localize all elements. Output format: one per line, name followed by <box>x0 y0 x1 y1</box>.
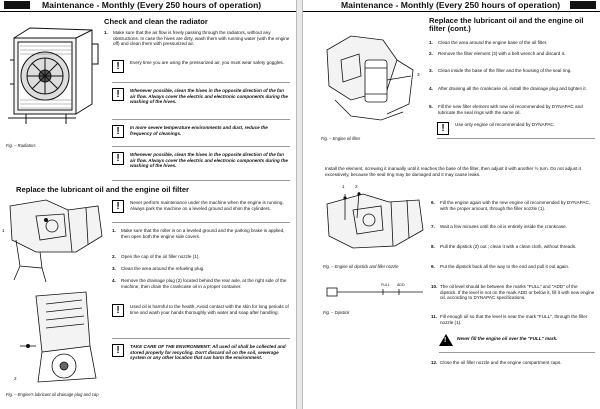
radiator-warning-2 <box>112 125 290 136</box>
right-step-6 <box>431 200 595 211</box>
recycle-icon <box>112 344 124 357</box>
warning-text: Never fill the engine oil over the "FULL" mark. <box>457 336 558 341</box>
oil-step-1 <box>112 228 290 239</box>
caution-icon <box>112 60 124 73</box>
step-text: Open the cap of the oil filler nozzle (1). <box>121 254 200 259</box>
filter-figure-caption: Fig. – Engine oil filter <box>321 136 361 141</box>
callout-number-2: 2 <box>14 376 17 381</box>
step-number: 8. <box>431 244 435 249</box>
step-number: 3. <box>112 266 116 271</box>
right-step-2 <box>429 51 595 57</box>
right-step-12 <box>431 360 595 366</box>
warning-text: Whenever possible, clean the hives in the opposite direction of the fan air flow. Always cover the electric and electronic components during the washing of the hives. <box>130 152 288 169</box>
step-number: 6. <box>431 200 435 205</box>
step-number: 9. <box>431 264 435 269</box>
step-text: Fill enough oil so that the level is near the mark "FULL", through the filler nozzle (1). <box>440 314 588 325</box>
step-text: Pull the dipstick (2) out ; clean it with a clean cloth, without threads. <box>440 244 577 249</box>
right-step-8 <box>431 244 595 250</box>
caution-icon <box>112 200 124 213</box>
note-use-recommended-oil <box>437 122 595 128</box>
step-text: Fill the engine again with the new engine oil recommended by DYNAPAC, with the proper amount, through the filler nozzle (1). <box>440 200 591 211</box>
radiator-warning-1 <box>112 88 290 105</box>
right-step-9 <box>431 264 595 270</box>
warning-text: TAKE CARE OF THE ENVIRONMENT: All used oil shall be collected and stored properly for recycling. Don't discard oil on the soil, sewerage system or any other location that can harm the environment. <box>130 344 286 361</box>
oil-section-title: Replace the lubricant oil and the engine oil filter <box>16 185 189 194</box>
right-step-5 <box>429 104 595 115</box>
step-text: Make sure that the roller is on a leveled ground and the parking brake is applied, then open both the engine side covers. <box>121 228 285 239</box>
warning-text: In more severe temperature environments and dust, reduce the frequency of cleanings. <box>130 125 268 136</box>
step-text: Remove the drainage plug (2) located behind the rear axle, at the right side of the machine, then drain the crankcase oil in a proper container. <box>121 278 287 289</box>
note-text: Used oil is harmful to the health. Avoid contact with the skin for long periods of time and wash your hands thoroughly with water and soap after handling. <box>130 304 289 315</box>
caution-icon <box>437 122 449 135</box>
oil-step-2 <box>112 254 290 260</box>
note-text: Never perform maintenance under the machine when the engine is running. Always park the machine on a leveled ground and shim the cylinders. <box>130 200 284 211</box>
right-section-title: Replace the lubricant oil and the engine oil filter (cont.) <box>429 16 584 34</box>
callout-number-1: 1 <box>2 228 5 233</box>
right-step-10 <box>431 284 595 301</box>
warning-text: Whenever possible, clean the hives in the opposite direction of the fan air flow. Always cover the electric and electronic components during the washing of the hives. <box>130 88 288 105</box>
oil-step-4 <box>112 278 290 289</box>
header-tab-marker <box>570 1 596 9</box>
step-number: 11. <box>431 314 438 319</box>
caution-icon <box>112 88 124 101</box>
step-text: Clean the area around the engine base of the oil filter. <box>438 40 548 45</box>
step-text: The oil level should be between the marks "FULL" and "ADD" of the dipstick. If the level is not on the mark ADD or below it, fill it with new engine oil, according to DYNAPAC specifications. <box>440 284 595 301</box>
note-text: Every time you are using the pressurized air, you must wear safety goggles. <box>130 60 284 65</box>
oil-note-maintenance <box>112 200 290 211</box>
radiator-step-1 <box>104 30 290 47</box>
divider <box>439 352 595 353</box>
header-tab-marker <box>4 1 30 9</box>
environment-warning <box>112 344 290 361</box>
right-step-4 <box>429 86 595 92</box>
divider <box>112 146 290 147</box>
divider <box>112 222 290 223</box>
step-number: 5. <box>429 104 433 109</box>
note-text: Use only engine oil recommended by DYNAPAC. <box>455 122 556 127</box>
step-number: 3. <box>429 68 433 73</box>
dipstick-callout-2: 2 <box>355 184 358 189</box>
divider <box>112 82 290 83</box>
step-number: 4. <box>429 86 433 91</box>
step-text: Put the dipstick back all the way to the end and pull it out again. <box>440 264 570 269</box>
divider <box>112 119 290 120</box>
engine-dipstick-illustration <box>323 190 427 260</box>
right-page <box>302 0 600 409</box>
caution-icon <box>112 125 124 138</box>
step-number: 10. <box>431 284 438 289</box>
step-text: Make sure that the air flow is freely passing through the radiators, without any obstructions. In case the hives are dirty, wash them with running water (with the engine off) and clean them with pressurized air. <box>113 30 290 47</box>
dipstick-machine-figure-caption: Fig. – Engine oil dipstick and filler nozzle <box>323 264 399 269</box>
install-instructions: Install the element, screwing it manually until it reaches the base of the filter, then adjust it with another ½ turn. Do not adjust it excessively, because the seal ring may be damaged and it may cause leaks. <box>325 166 581 177</box>
radiator-figure-caption: Fig. – Radiators <box>6 143 36 148</box>
oil-figure-caption: Fig. – Engine's lubricant oil drainage plug and cap <box>6 392 99 397</box>
step-number: 1. <box>104 30 108 35</box>
dipstick-label-full: FULL <box>381 283 390 287</box>
step-number: 2. <box>112 254 116 259</box>
left-page-header <box>0 0 296 12</box>
step-number: 1. <box>429 40 433 45</box>
step-number: 7. <box>431 224 435 229</box>
oil-filter-illustration <box>321 30 425 134</box>
right-step-3 <box>429 68 595 74</box>
caution-icon <box>112 304 124 317</box>
step-text: Clean the area around the refueling plug. <box>121 266 205 271</box>
step-number: 2. <box>429 51 433 56</box>
dipstick-illustration <box>323 282 429 302</box>
divider <box>112 180 290 181</box>
warning-triangle-icon <box>439 334 453 346</box>
step-number: 1. <box>112 228 116 233</box>
right-step-7 <box>431 224 595 230</box>
right-header-title: Maintenance - Monthly (Every 250 hours of operation) <box>341 0 561 10</box>
step-number: 4. <box>112 278 116 283</box>
dipstick-figure-caption: Fig. – Dipstick <box>323 310 350 315</box>
oil-note-health <box>112 304 290 315</box>
divider <box>112 338 290 339</box>
right-page-header <box>303 0 600 12</box>
left-page <box>0 0 297 409</box>
filter-callout-3: 3 <box>417 72 420 77</box>
warning-full-mark <box>439 334 595 342</box>
radiator-section-title: Check and clean the radiator <box>104 17 208 26</box>
right-step-1 <box>429 40 595 46</box>
step-text: Clean inside the base of the filter and the housing of the seal ring. <box>438 68 572 73</box>
dipstick-label-add: ADD <box>397 283 405 287</box>
radiator-warning-3 <box>112 152 290 169</box>
radiator-note-goggles <box>112 60 290 66</box>
step-text: After draining all the crankcase oil, install the drainage plug and tighten it. <box>438 86 587 91</box>
step-text: Remove the filter element (3) with a belt wrench and discard it. <box>438 51 566 56</box>
dipstick-callout-1: 1 <box>342 184 345 189</box>
step-number: 12. <box>431 360 438 365</box>
right-step-11 <box>431 314 595 325</box>
left-header-title: Maintenance - Monthly (Every 250 hours of operation) <box>42 0 262 10</box>
oil-step-3 <box>112 266 290 272</box>
step-text: Fill the new filter element with new oil recommended by DYNAPAC and lubricate the seal rings with the same oil. <box>438 104 583 115</box>
caution-icon <box>112 152 124 165</box>
radiator-illustration <box>6 24 100 132</box>
divider <box>437 138 595 139</box>
step-text: Close the oil filler nozzle and the engine compartment caps. <box>440 360 562 365</box>
step-text: Wait a few minutes until the oil is entirely inside the crankcase. <box>440 224 567 229</box>
machine-engine-illustration <box>6 196 108 390</box>
